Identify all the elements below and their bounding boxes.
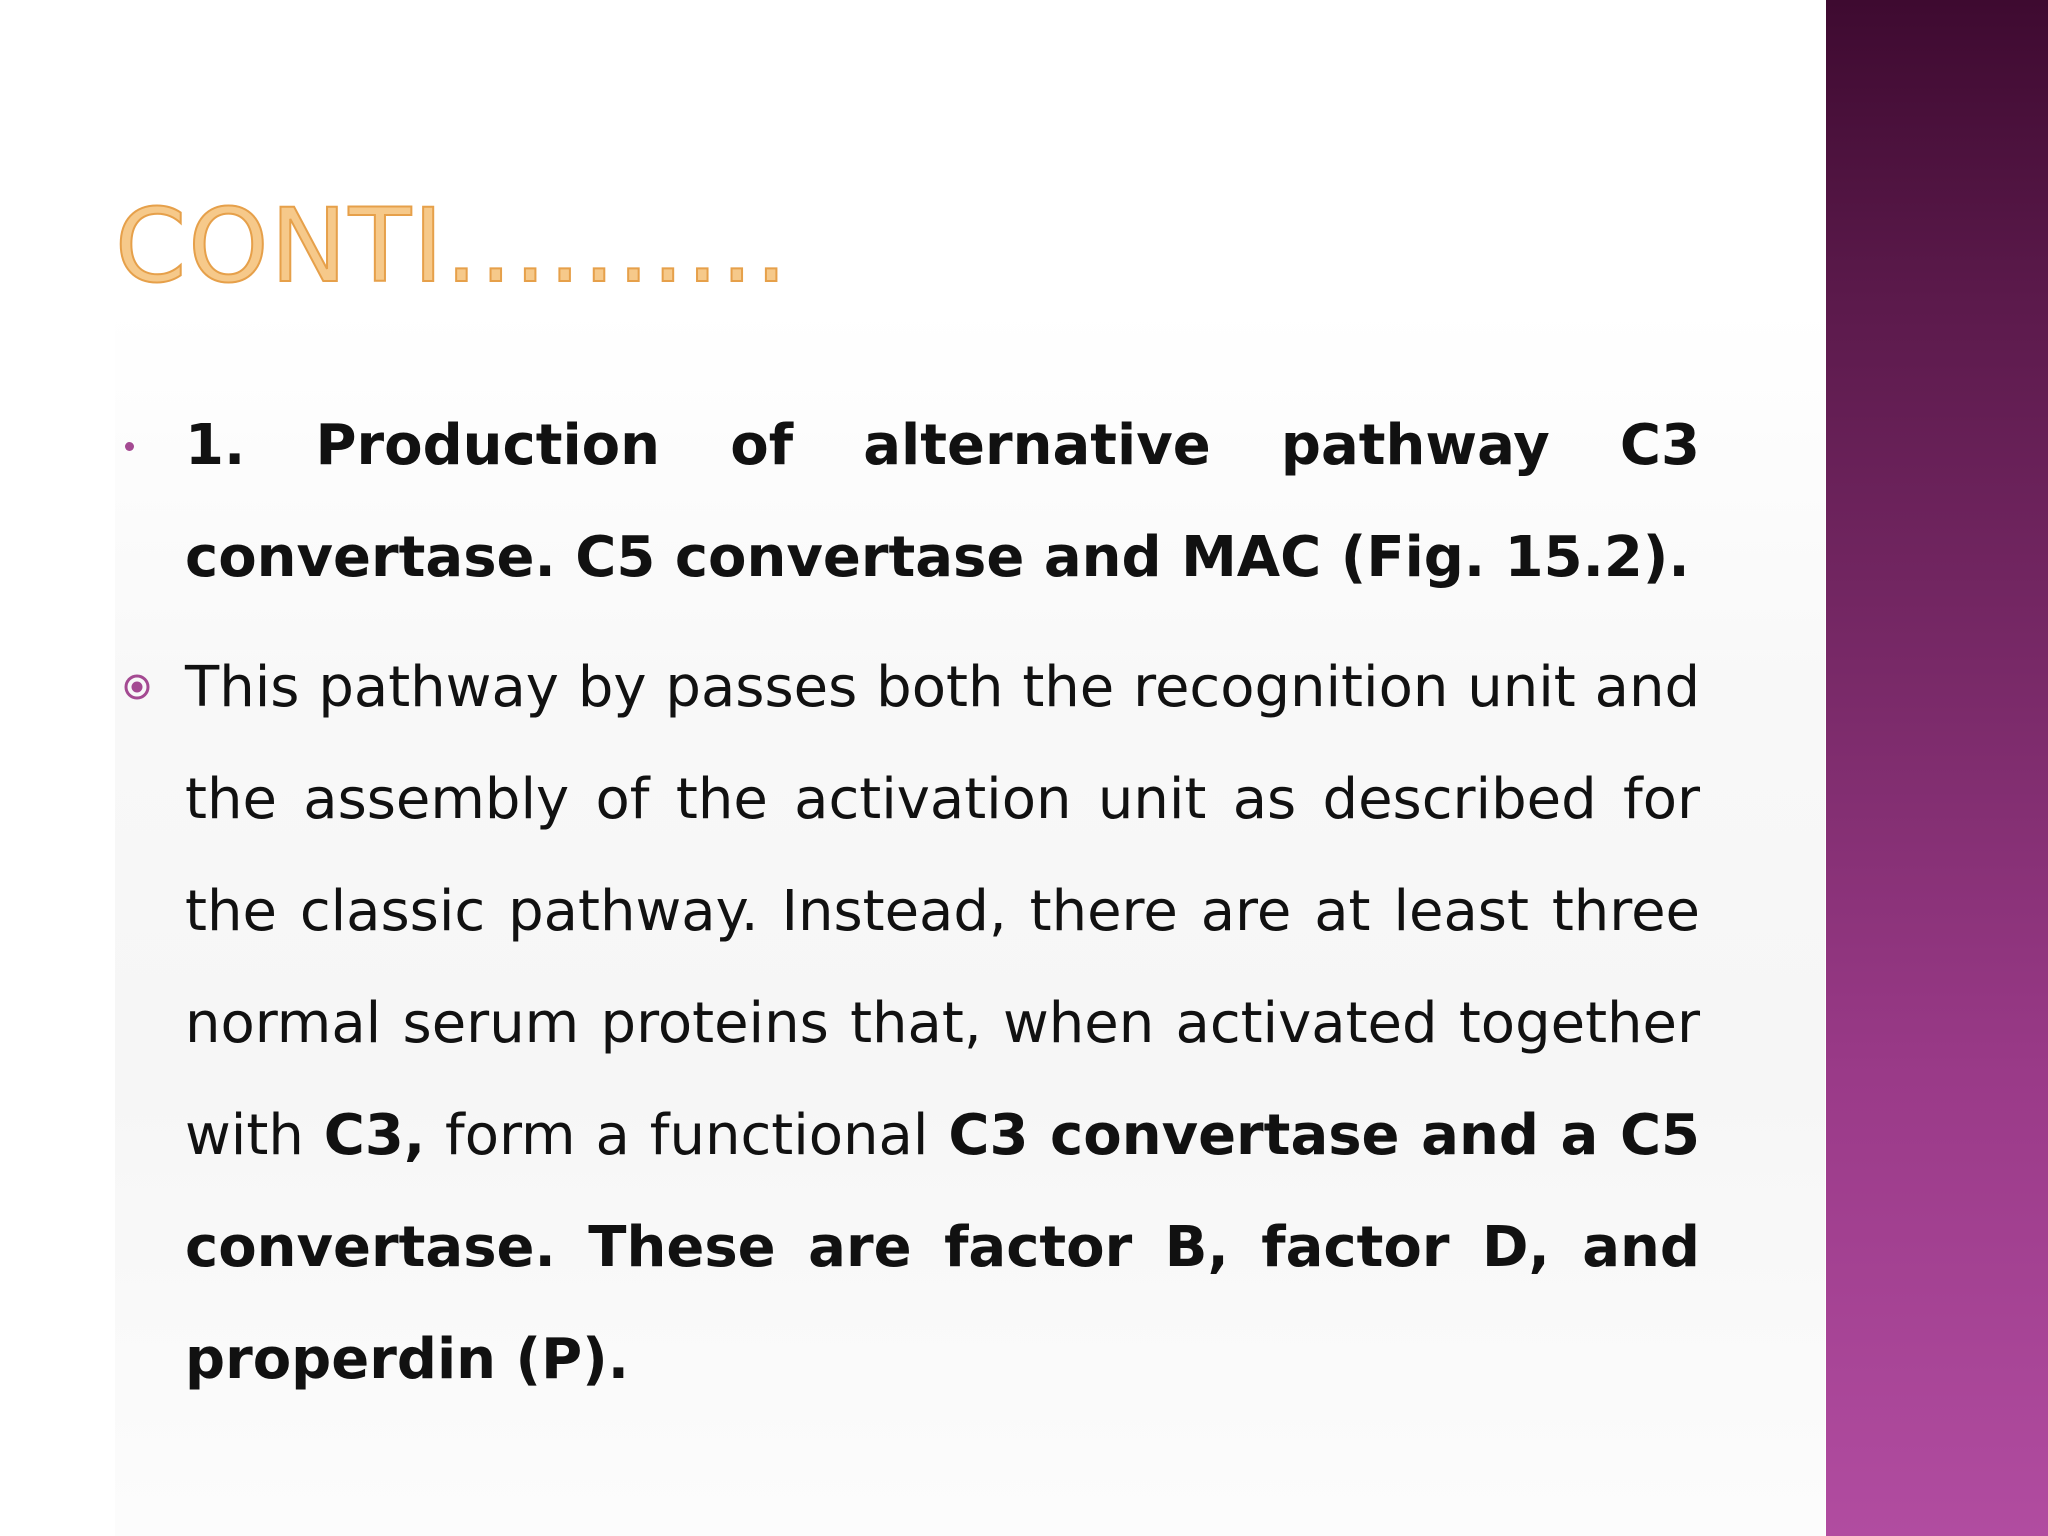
bullet-1-text: 1. Production of alternative pathway C3 convertase. C5 convertase and MAC (Fig. 15.2). <box>185 413 1700 590</box>
bullet-2-bold-c3: C3, <box>323 1103 426 1168</box>
bullet-2-text-part-1: This pathway by passes both the recognition unit and the assembly of the activation unit as described for the classic pathway. Instead, there are at least three normal serum proteins that, when activated together with <box>185 655 1700 1168</box>
bullet-2-text-part-2: form a functional <box>425 1103 949 1168</box>
small-dot-bullet-icon <box>125 442 134 451</box>
slide-title: CONTI.......... <box>115 187 790 306</box>
bullet-item-1 <box>115 390 1700 614</box>
ring-dot-bullet-icon <box>124 674 150 700</box>
side-decorative-band <box>1826 0 2048 1536</box>
bullet-list <box>115 390 1700 1416</box>
bullet-item-2 <box>115 632 1700 1416</box>
bullet-2-bold-ending: C3 convertase and a C5 convertase. These are factor B, factor D, and properdin (P). <box>185 1103 1701 1392</box>
